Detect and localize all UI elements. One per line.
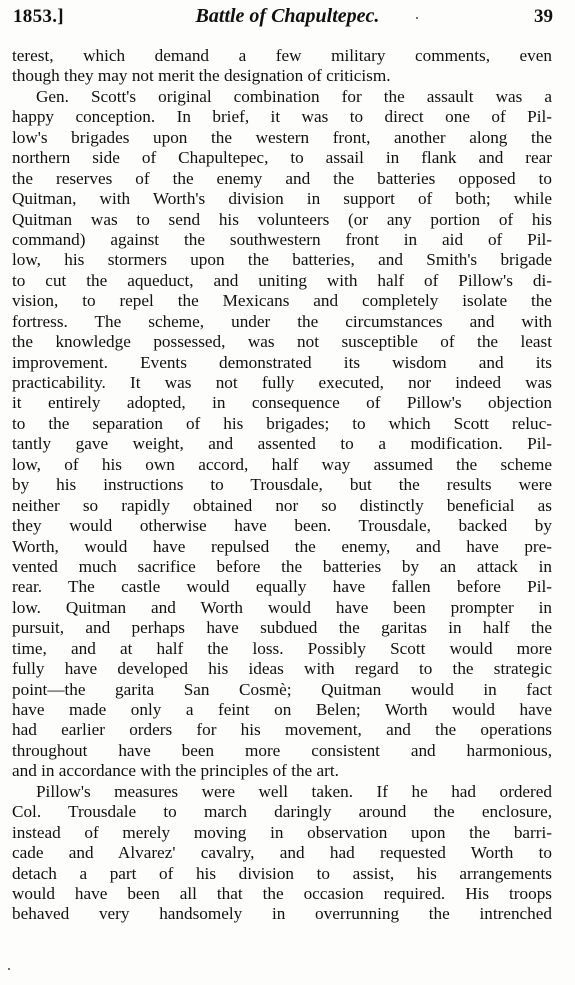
text-line: low, of his own accord, half way assumed the scheme [12, 454, 552, 474]
text-line: Quitman, with Worth's division in support of both; while [12, 189, 552, 209]
text-line: tantly gave weight, and assented to a modification. Pil- [12, 434, 552, 454]
text-line: Gen. Scott's original combination for the assault was a [36, 86, 552, 106]
text-line: time, and at half the loss. Possibly Scott would more [12, 638, 552, 658]
text-line: fully have developed his ideas with regard to the strategic [12, 659, 552, 679]
text-line: low. Quitman and Worth would have been prompter in [12, 597, 552, 617]
text-line: have made only a feint on Belen; Worth would have [12, 700, 552, 719]
text-line: it entirely adopted, in consequence of Pillow's objection [12, 393, 552, 413]
text-line: low's brigades upon the western front, another along the [12, 127, 552, 147]
text-line: point—the garita San Cosmè; Quitman would in fact [12, 679, 552, 699]
text-line: would have been all that the occasion required. His troops [12, 883, 552, 903]
text-line: Quitman was to send his volunteers (or any portion of his [12, 209, 552, 229]
text-line: command) against the southwestern front in aid of Pil- [12, 229, 552, 249]
body-text [12, 46, 552, 925]
text-line: Col. Trousdale to march daringly around the enclosure, [12, 802, 552, 822]
text-line: behaved very handsomely in overrunning the intrenched [12, 904, 552, 924]
text-line: instead of merely moving in observation upon the barri- [12, 822, 552, 842]
text-line: they would otherwise have been. Trousdale, backed by [12, 516, 552, 536]
text-line: vented much sacrifice before the batteries by an attack in [12, 556, 552, 576]
text-line: improvement. Events demonstrated its wisdom and its [12, 352, 552, 372]
text-line: northern side of Chapultepec, to assail in flank and rear [12, 148, 552, 168]
text-line: rear. The castle would equally have fallen before Pil- [12, 577, 552, 597]
text-line: cade and Alvarez' cavalry, and had requested Worth to [12, 843, 552, 863]
text-line: happy conception. In brief, it was to direct one of Pil- [12, 107, 552, 127]
print-speck [8, 968, 10, 970]
text-line: and in accordance with the principles of the art. [12, 761, 339, 781]
text-line: practicability. It was not fully executed, nor indeed was [12, 373, 552, 392]
text-line: throughout have been more consistent and harmonious, [12, 740, 552, 760]
text-line: Worth, would have repulsed the enemy, and have pre- [12, 536, 552, 556]
text-line: terest, which demand a few military comments, even [12, 46, 552, 65]
text-line: to the separation of his brigades; to which Scott reluc- [12, 413, 552, 433]
header-title: Battle of Chapultepec. [195, 5, 380, 27]
text-line: neither so rapidly obtained nor so distinctly beneficial as [12, 495, 552, 515]
text-line: low, his stormers upon the batteries, and Smith's brigade [12, 250, 552, 270]
text-line: by his instructions to Trousdale, but the results were [12, 475, 552, 495]
running-header [0, 0, 575, 34]
print-speck [416, 17, 418, 19]
text-line: though they may not merit the designation of criticism. [12, 66, 391, 86]
page-number: 39 [534, 6, 553, 27]
text-line: the knowledge possessed, was not susceptible of the least [12, 332, 552, 352]
text-line: Pillow's measures were well taken. If he had ordered [36, 781, 552, 801]
text-line: fortress. The scheme, under the circumstances and with [12, 311, 552, 331]
text-line: pursuit, and perhaps have subdued the garitas in half the [12, 618, 552, 638]
text-line: vision, to repel the Mexicans and completely isolate the [12, 291, 552, 311]
header-year: 1853.] [13, 6, 64, 27]
text-line: detach a part of his division to assist, his arrangements [12, 863, 552, 883]
text-line: the reserves of the enemy and the batteries opposed to [12, 168, 552, 188]
text-line: to cut the aqueduct, and uniting with half of Pillow's di- [12, 270, 552, 290]
text-line: had earlier orders for his movement, and the operations [12, 720, 552, 740]
